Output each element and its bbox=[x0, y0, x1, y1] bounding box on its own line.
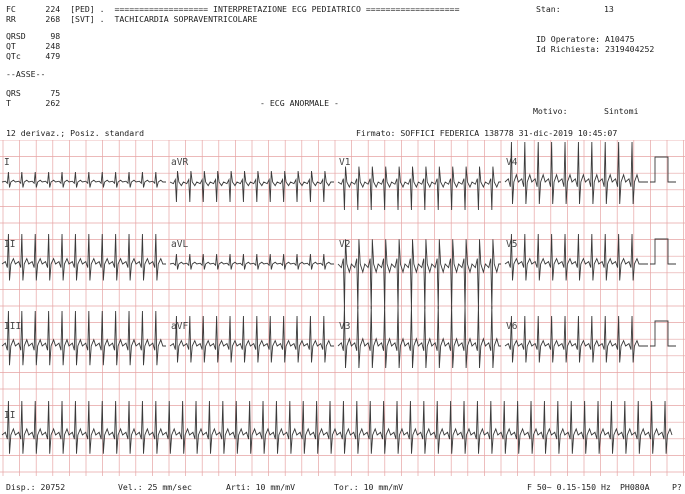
request-id: Id Richiesta: 2319404252 bbox=[536, 44, 655, 54]
t-axis-line: T 262 bbox=[6, 98, 61, 108]
trace-III bbox=[2, 311, 166, 365]
fc-line: FC 224 [PED] . =================== INTERPRETAZIONE ECG PEDIATRICO =================== bbox=[6, 4, 460, 14]
lead-label-V3: V3 bbox=[339, 321, 351, 332]
filter-label: F 50~ 0.15-150 Hz bbox=[527, 482, 611, 492]
sintomi-value: Sintomi bbox=[604, 106, 639, 116]
ecg-grid bbox=[0, 140, 685, 480]
lead-label-V2: V2 bbox=[339, 239, 351, 250]
qrs-axis-line: QRS 75 bbox=[6, 88, 61, 98]
lead-label-V5: V5 bbox=[506, 239, 518, 250]
calibration-pulse bbox=[650, 239, 676, 264]
trace-I bbox=[2, 172, 166, 188]
calibration-pulse bbox=[650, 157, 676, 182]
lead-label-II: II bbox=[4, 239, 16, 250]
abnormal-ecg-label: - ECG ANORMALE - bbox=[260, 98, 339, 108]
report-header bbox=[0, 0, 685, 140]
limb-gain-label: Arti: 10 mm/mV bbox=[226, 482, 296, 492]
signature-line: Firmato: SOFFICI FEDERICA 138778 31-dic-2019 10:45:07 bbox=[356, 128, 618, 138]
calibration-pulse bbox=[650, 321, 676, 346]
trace-V3 bbox=[338, 306, 501, 368]
lead-label-rhythm-II: II bbox=[4, 410, 16, 421]
trace-V2 bbox=[338, 239, 501, 309]
lead-label-V4: V4 bbox=[506, 157, 518, 168]
operator-id: ID Operatore: A10475 bbox=[536, 34, 635, 44]
motivo-label: Motivo: bbox=[533, 106, 568, 116]
lead-label-aVR: aVR bbox=[171, 157, 189, 168]
lead-label-III: III bbox=[4, 321, 22, 332]
qtc-line: QTc 479 bbox=[6, 51, 61, 61]
chest-gain-label: Tor.: 10 mm/mV bbox=[334, 482, 404, 492]
lead-label-aVL: aVL bbox=[171, 239, 189, 250]
trace-V5 bbox=[505, 234, 648, 281]
lead-label-aVF: aVF bbox=[171, 321, 189, 332]
trace-II bbox=[2, 234, 166, 281]
stan-value: 13 bbox=[604, 4, 614, 14]
page-label: P? bbox=[672, 482, 682, 492]
stan-label: Stan: bbox=[536, 4, 561, 14]
lead-label-I: I bbox=[4, 157, 10, 168]
axis-heading: --ASSE-- bbox=[6, 69, 46, 79]
derivations-label: 12 derivaz.; Posiz. standard bbox=[6, 128, 145, 138]
lead-label-V1: V1 bbox=[339, 157, 351, 168]
lead-label-V6: V6 bbox=[506, 321, 518, 332]
disp-label: Disp.: 20752 bbox=[6, 482, 66, 492]
speed-label: Vel.: 25 mm/sec bbox=[118, 482, 192, 492]
device-label: PH080A bbox=[620, 482, 650, 492]
qt-line: QT 248 bbox=[6, 41, 61, 51]
qrsd-line: QRSD 98 bbox=[6, 31, 61, 41]
rr-line: RR 268 [SVT] . TACHICARDIA SOPRAVENTRICOLARE bbox=[6, 14, 258, 24]
